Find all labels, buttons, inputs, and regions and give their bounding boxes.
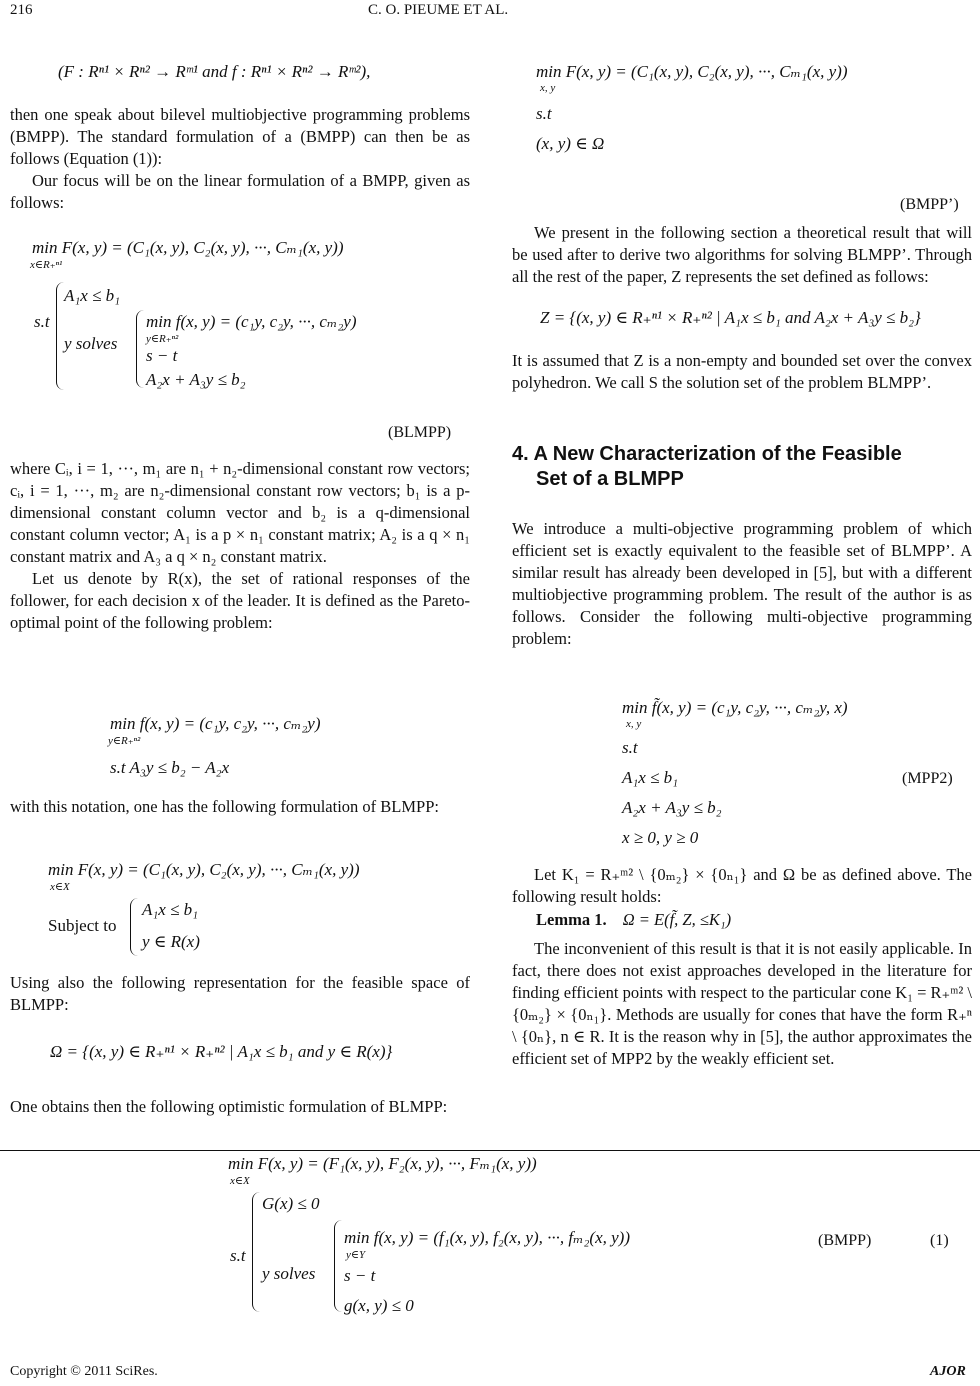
lemma-equation: Ω = E(f̃, Z, ≤K₁) bbox=[622, 910, 732, 929]
follower-constraint: s.t A₃y ≤ b₂ − A₂x bbox=[110, 758, 230, 777]
eq-maps: (F : Rⁿ¹ × Rⁿ² → Rᵐ¹ and f : Rⁿ¹ × Rⁿ² → Rᵐ²), bbox=[58, 62, 371, 81]
bmpp-row-b-sub: y∈Y bbox=[346, 1249, 366, 1261]
separator-line bbox=[0, 1150, 980, 1151]
paragraph-feasible-space: Using also the following representation for the feasible space of BLMPP: bbox=[10, 973, 470, 1014]
leader-objective: min F(x, y) = (C₁(x, y), C₂(x, y), ···, Cₘ₁(x, y)) bbox=[48, 860, 360, 879]
paragraph-inconvenient: The inconvenient of this result is that it is not easily applicable. In fact, there does not exist approaches developed in the literature for finding efficient points with respect to the particular cone K₁ = R₊ᵐ² \ {0ₘ₂} × {0ₙ₁}. Methods are usually for cones that have the form R₊ⁿ \ {0ₙ}, n ∈ R. It is the reason why in [5], the author approximates the efficient set of MPP2 by the weakly efficient set. bbox=[512, 939, 972, 1068]
leader-constraint-a: A₁x ≤ b₁ bbox=[142, 900, 199, 919]
page-number: 216 bbox=[10, 2, 33, 18]
journal-name: AJOR bbox=[930, 1364, 966, 1379]
eq-omega: Ω = {(x, y) ∈ R₊ⁿ¹ × R₊ⁿ² | A₁x ≤ b₁ and y ∈ R(x)} bbox=[50, 1042, 393, 1061]
running-title: C. O. PIEUME ET AL. bbox=[368, 2, 509, 18]
follower-objective-sub: y∈R₊ⁿ² bbox=[108, 735, 141, 747]
left-col-text-2 bbox=[10, 458, 470, 634]
bmpp-prime-objective-sub: x, y bbox=[540, 82, 556, 94]
right-col-text-4 bbox=[512, 864, 972, 908]
lemma-1 bbox=[536, 910, 731, 930]
paragraph-rational-responses: Let us denote by R(x), the set of rational responses of the follower, for each decision x of the leader. It is defined as the Pareto-optimal point of the following problem: bbox=[10, 569, 470, 632]
paragraph-let-k1: Let K₁ = R₊ᵐ² \ {0ₘ₂} × {0ₙ₁} and Ω be as defined above. The following result holds: bbox=[512, 865, 972, 906]
left-col-text-4 bbox=[10, 972, 470, 1016]
blmpp-y-solves: y solves bbox=[64, 334, 118, 353]
mpp2-constraint-2: A₂x + A₃y ≤ b₂ bbox=[622, 798, 722, 817]
bmpp-st: s.t bbox=[230, 1246, 246, 1265]
paragraph-bmpp-intro: then one speak about bilevel multiobjective programming problems (BMPP). The standard formulation of a (BMPP) can then be as follows (Equation (1)): bbox=[10, 105, 470, 168]
left-col-text-3 bbox=[10, 796, 470, 818]
section-title-line-2: Set of a BLMPP bbox=[536, 468, 684, 490]
right-col-text-2 bbox=[512, 350, 972, 394]
paragraph-theoretical-result: We present in the following section a theoretical result that will be used after to derive two algorithms for solving BLMPP’. Through all the rest of the paper, Z represents the set defined as follows: bbox=[512, 223, 972, 286]
leader-brace bbox=[130, 898, 141, 956]
leader-constraint-b: y ∈ R(x) bbox=[142, 932, 200, 951]
left-col-text-1 bbox=[10, 104, 470, 214]
blmpp-row-d: A₂x + A₃y ≤ b₂ bbox=[146, 370, 246, 389]
bmpp-row-d: g(x, y) ≤ 0 bbox=[344, 1296, 414, 1315]
right-col-text-3 bbox=[512, 518, 972, 650]
blmpp-row-b-sub: y∈R₊ⁿ² bbox=[146, 333, 179, 345]
leader-subject-to: Subject to bbox=[48, 916, 117, 935]
eq-z-set: Z = {(x, y) ∈ R₊ⁿ¹ × R₊ⁿ² | A₁x ≤ b₁ and A₂x + A₃y ≤ b₂} bbox=[540, 308, 921, 327]
blmpp-objective-sub: x∈R₊ⁿ¹ bbox=[30, 259, 63, 271]
bmpp-row-b: min f(x, y) = (f₁(x, y), f₂(x, y), ···, fₘ₂(x, y)) bbox=[344, 1228, 630, 1247]
mpp2-constraint-1: A₁x ≤ b₁ bbox=[622, 768, 679, 787]
bmpp-prime-label: (BMPP’) bbox=[900, 196, 959, 213]
paragraph-mpp-intro: We introduce a multi-objective programming problem of which efficient set is exactly equivalent to the feasible set of BLMPP’. A similar result has already been developed in [5], but with a different multiobjective programming problem. The result of the author is as follows. Consider the following multi-objective programming problem: bbox=[512, 519, 972, 648]
lemma-title: Lemma 1. bbox=[536, 910, 607, 929]
equation-number: (1) bbox=[930, 1232, 949, 1249]
bmpp-prime-feasible: (x, y) ∈ Ω bbox=[536, 134, 605, 153]
bmpp-prime-st: s.t bbox=[536, 104, 552, 123]
bmpp-y-solves: y solves bbox=[262, 1264, 316, 1283]
mpp2-st: s.t bbox=[622, 738, 638, 757]
blmpp-row-c: s − t bbox=[146, 346, 178, 365]
bmpp-objective: min F(x, y) = (F₁(x, y), F₂(x, y), ···, Fₘ₁(x, y)) bbox=[228, 1154, 537, 1173]
bmpp-row-c: s − t bbox=[344, 1266, 376, 1285]
paragraph-definitions: where Cᵢ, i = 1, ···, m₁ are n₁ + n₂-dimensional constant row vectors; cᵢ, i = 1, ···, m₂ are n₂-dimensional constant row vectors; b₁ is a p-dimensional constant column vector and b₂ is a q-dimensional constant column vector; A₁ is a p × n₁ constant matrix; A₂ is a q × n₁ constant matrix and A₃ a q × n₂ constant matrix. bbox=[10, 459, 470, 566]
right-col-text-1 bbox=[512, 222, 972, 288]
mpp2-objective: min f̃(x, y) = (c₁y, c₂y, ···, cₘ₂y, x) bbox=[622, 698, 848, 717]
mpp2-constraint-3: x ≥ 0, y ≥ 0 bbox=[622, 828, 699, 847]
copyright-notice: Copyright © 2011 SciRes. bbox=[10, 1364, 158, 1379]
follower-objective: min f(x, y) = (c₁y, c₂y, ···, cₘ₂y) bbox=[110, 714, 321, 733]
bmpp-label: (BMPP) bbox=[818, 1232, 872, 1249]
blmpp-label: (BLMPP) bbox=[388, 424, 452, 441]
paragraph-linear-focus: Our focus will be on the linear formulation of a BMPP, given as follows: bbox=[10, 171, 470, 212]
bmpp-prime-objective: min F(x, y) = (C₁(x, y), C₂(x, y), ···, Cₘ₁(x, y)) bbox=[536, 62, 848, 81]
blmpp-objective: min F(x, y) = (C₁(x, y), C₂(x, y), ···, Cₘ₁(x, y)) bbox=[32, 238, 344, 257]
paragraph-optimistic: One obtains then the following optimistic formulation of BLMPP: bbox=[10, 1097, 448, 1116]
mpp2-objective-sub: x, y bbox=[626, 718, 642, 730]
mpp2-label: (MPP2) bbox=[902, 770, 953, 787]
left-col-text-5 bbox=[10, 1096, 470, 1118]
bmpp-row-a: G(x) ≤ 0 bbox=[262, 1194, 320, 1213]
right-col-text-5 bbox=[512, 938, 972, 1070]
leader-objective-sub: x∈X bbox=[50, 881, 70, 893]
blmpp-row-b: min f(x, y) = (c₁y, c₂y, ···, cₘ₂y) bbox=[146, 312, 357, 331]
blmpp-st: s.t bbox=[34, 312, 50, 331]
paragraph-notation: with this notation, one has the following formulation of BLMPP: bbox=[10, 797, 439, 816]
paragraph-z-assumption: It is assumed that Z is a non-empty and bounded set over the convex polyhedron. We call S the solution set of the problem BLMPP’. bbox=[512, 351, 972, 392]
bmpp-objective-sub: x∈X bbox=[230, 1175, 250, 1187]
blmpp-row-a: A₁x ≤ b₁ bbox=[64, 286, 121, 305]
section-title-line-1: 4. A New Characterization of the Feasible bbox=[512, 443, 902, 465]
